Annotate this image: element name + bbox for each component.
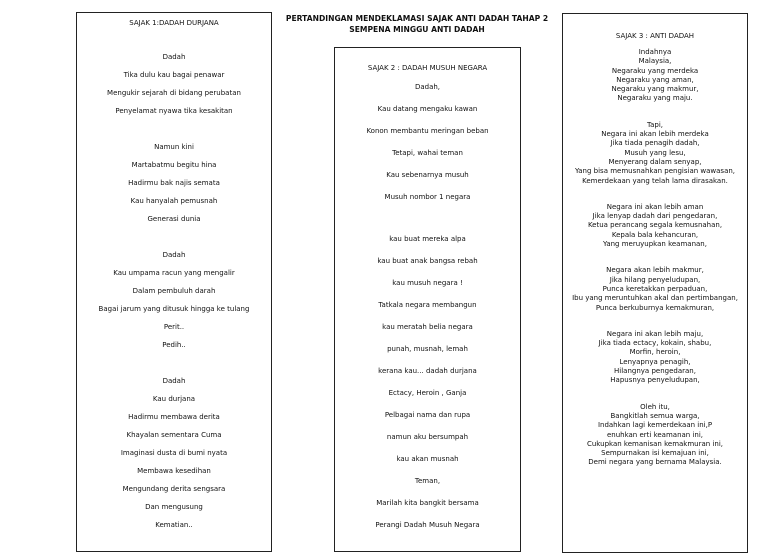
- poem-line: Lenyapnya penagih,: [619, 357, 691, 366]
- poem-line: Penyelamat nyawa tika kesakitan: [115, 107, 233, 115]
- poem-line: Ketua perancang segala kemusnahan,: [587, 221, 723, 230]
- poem-line: Pelbagai nama dan rupa: [384, 411, 471, 419]
- poem-line: Dan mengusung: [145, 503, 203, 511]
- poem-line: Bagai jarum yang ditusuk hingga ke tulang: [98, 305, 250, 313]
- poem-line: Negara ini akan lebih aman: [606, 202, 704, 211]
- poem-line: kau buat mereka alpa: [389, 235, 466, 243]
- poem-line: Mengukir sejarah di bidang perubatan: [107, 89, 241, 97]
- poem-line: kau musuh negara !: [392, 279, 463, 287]
- poem-line: Teman,: [414, 477, 441, 485]
- poem-line: Morfin, heroin,: [629, 348, 681, 357]
- poem-line: Jika tiada ectacy, kokain, shabu,: [598, 339, 712, 348]
- poem-1-panel: [76, 12, 272, 552]
- poem-line: Perangi Dadah Musuh Negara: [375, 521, 480, 529]
- poem-1-title: SAJAK 1:DADAH DURJANA: [129, 19, 219, 27]
- poem-line: namun aku bersumpah: [386, 433, 469, 441]
- stanza-gap: [77, 125, 271, 143]
- poem-line: Dadah,: [414, 83, 441, 91]
- poem-line: Tetapi, wahai teman: [392, 149, 463, 157]
- poem-line: Perit..: [163, 323, 185, 331]
- poem-line: Dadah: [162, 251, 186, 259]
- poem-line: Tatkala negara membangun: [378, 301, 477, 309]
- poem-line: Negaraku yang maju.: [617, 94, 693, 103]
- header-line-2: SEMPENA MINGGU ANTI DADAH: [349, 25, 485, 34]
- poem-line: Namun kini: [154, 143, 194, 151]
- poem-line: Jika tiada penagih dadah,: [610, 139, 700, 148]
- poem-line: Kau hanyalah pemusnah: [130, 197, 218, 205]
- poem-line: Khayalan sementara Cuma: [126, 431, 222, 439]
- poem-line: punah, musnah, lemah: [387, 345, 468, 353]
- poem-line: Ibu yang meruntuhkan akal dan pertimbangan,: [572, 294, 738, 303]
- poem-line: Musuh yang lesu,: [624, 148, 686, 157]
- poem-line: Negaraku yang merdeka: [611, 66, 699, 75]
- poem-line: Negara ini akan lebih merdeka: [601, 130, 709, 139]
- poem-line: Jika hilang penyeludupan,: [609, 275, 701, 284]
- poem-line: Negara ini akan lebih maju,: [606, 329, 704, 338]
- poem-line: Martabatmu begitu hina: [131, 161, 217, 169]
- poem-2-title: SAJAK 2 : DADAH MUSUH NEGARA: [367, 64, 488, 72]
- poem-line: Musuh nombor 1 negara: [384, 193, 471, 201]
- poem-line: Yang bisa memusnahkan pengisian wawasan,: [574, 167, 736, 176]
- poem-line: Cukupkan kemanisan kemakmuran ini,: [586, 439, 724, 448]
- poem-line: Kau umpama racun yang mengalir: [113, 269, 235, 277]
- poem-line: Menyerang dalam senyap,: [608, 157, 702, 166]
- poem-line: Bangkitlah semua warga,: [610, 411, 700, 420]
- poem-line: Imaginasi dusta di bumi nyata: [120, 449, 228, 457]
- poem-line: Punca berkuburnya kemakmuran,: [595, 303, 715, 312]
- poem-line: Negara akan lebih makmur,: [606, 266, 704, 275]
- poem-3-panel: [562, 13, 748, 553]
- poem-line: Kau datang mengaku kawan: [377, 105, 478, 113]
- poem-2-body: [335, 83, 520, 543]
- poem-line: Dadah: [162, 53, 186, 61]
- poem-line: Pedih..: [162, 341, 186, 349]
- poem-line: Kematian..: [155, 521, 193, 529]
- poem-line: Oleh itu,: [640, 402, 670, 411]
- poem-line: Kau sebenarnya musuh: [386, 171, 469, 179]
- stanza-gap: [563, 313, 747, 330]
- poem-line: Dadah: [162, 377, 186, 385]
- poem-line: Hapusnya penyeludupan,: [610, 376, 700, 385]
- competition-header: [282, 13, 552, 35]
- poem-line: Indahkan lagi kemerdekaan ini,P: [597, 421, 713, 430]
- poem-line: Hadirmu membawa derita: [128, 413, 220, 421]
- poem-line: Hilangnya pengedaran,: [614, 367, 696, 376]
- poem-line: Dalam pembuluh darah: [132, 287, 216, 295]
- poem-2-panel: [334, 47, 521, 552]
- stanza-gap: [77, 233, 271, 251]
- poem-line: Kau durjana: [152, 395, 196, 403]
- poem-line: Indahnya: [638, 48, 672, 56]
- poem-line: Kepala bala kehancuran,: [611, 230, 699, 239]
- stanza-gap: [563, 186, 747, 203]
- poem-line: Tapi,: [646, 120, 664, 129]
- poem-line: Negaraku yang makmur,: [611, 85, 699, 94]
- poem-line: Tika dulu kau bagai penawar: [123, 71, 225, 79]
- stanza-gap: [563, 104, 747, 121]
- stanza-gap: [563, 249, 747, 266]
- poem-line: Yang meruyupkan keamanan,: [603, 240, 707, 249]
- poem-line: Konon membantu meringan beban: [366, 127, 489, 135]
- poem-line: Negaraku yang aman,: [616, 75, 694, 84]
- poem-1-body: [77, 53, 271, 539]
- poem-line: Ectacy, Heroin , Ganja: [388, 389, 467, 397]
- poem-line: Membawa kesedihan: [137, 467, 211, 475]
- poem-line: kau akan musnah: [396, 455, 459, 463]
- poem-line: Jika lenyap dadah dari pengedaran,: [592, 212, 718, 221]
- poem-line: Demi negara yang bernama Malaysia.: [588, 458, 722, 467]
- stanza-gap: [563, 386, 747, 403]
- poem-3-title: SAJAK 3 : ANTI DADAH: [615, 32, 695, 40]
- stanza-gap: [77, 359, 271, 377]
- poem-line: kau buat anak bangsa rebah: [377, 257, 478, 265]
- poem-line: kerana kau... dadah durjana: [378, 367, 477, 375]
- poem-line: Marilah kita bangkit bersama: [376, 499, 479, 507]
- poem-line: enuhkan erti keamanan ini,: [606, 430, 704, 439]
- header-line-1: PERTANDINGAN MENDEKLAMASI SAJAK ANTI DADAH TAHAP 2: [285, 14, 549, 23]
- poem-line: Generasi dunia: [147, 215, 201, 223]
- poem-line: kau meratah belia negara: [382, 323, 473, 331]
- poem-line: Sempurnakan isi kemajuan ini,: [601, 449, 709, 458]
- poem-line: Malaysia,: [638, 57, 672, 66]
- poem-3-body: [563, 48, 747, 468]
- poem-line: Kemerdekaan yang telah lama dirasakan.: [582, 176, 728, 185]
- poem-line: Punca keretakkan perpaduan,: [602, 284, 708, 293]
- poem-line: Mengundang derita sengsara: [122, 485, 226, 493]
- poem-line: Hadirmu bak najis semata: [128, 179, 220, 187]
- stanza-gap: [335, 215, 520, 235]
